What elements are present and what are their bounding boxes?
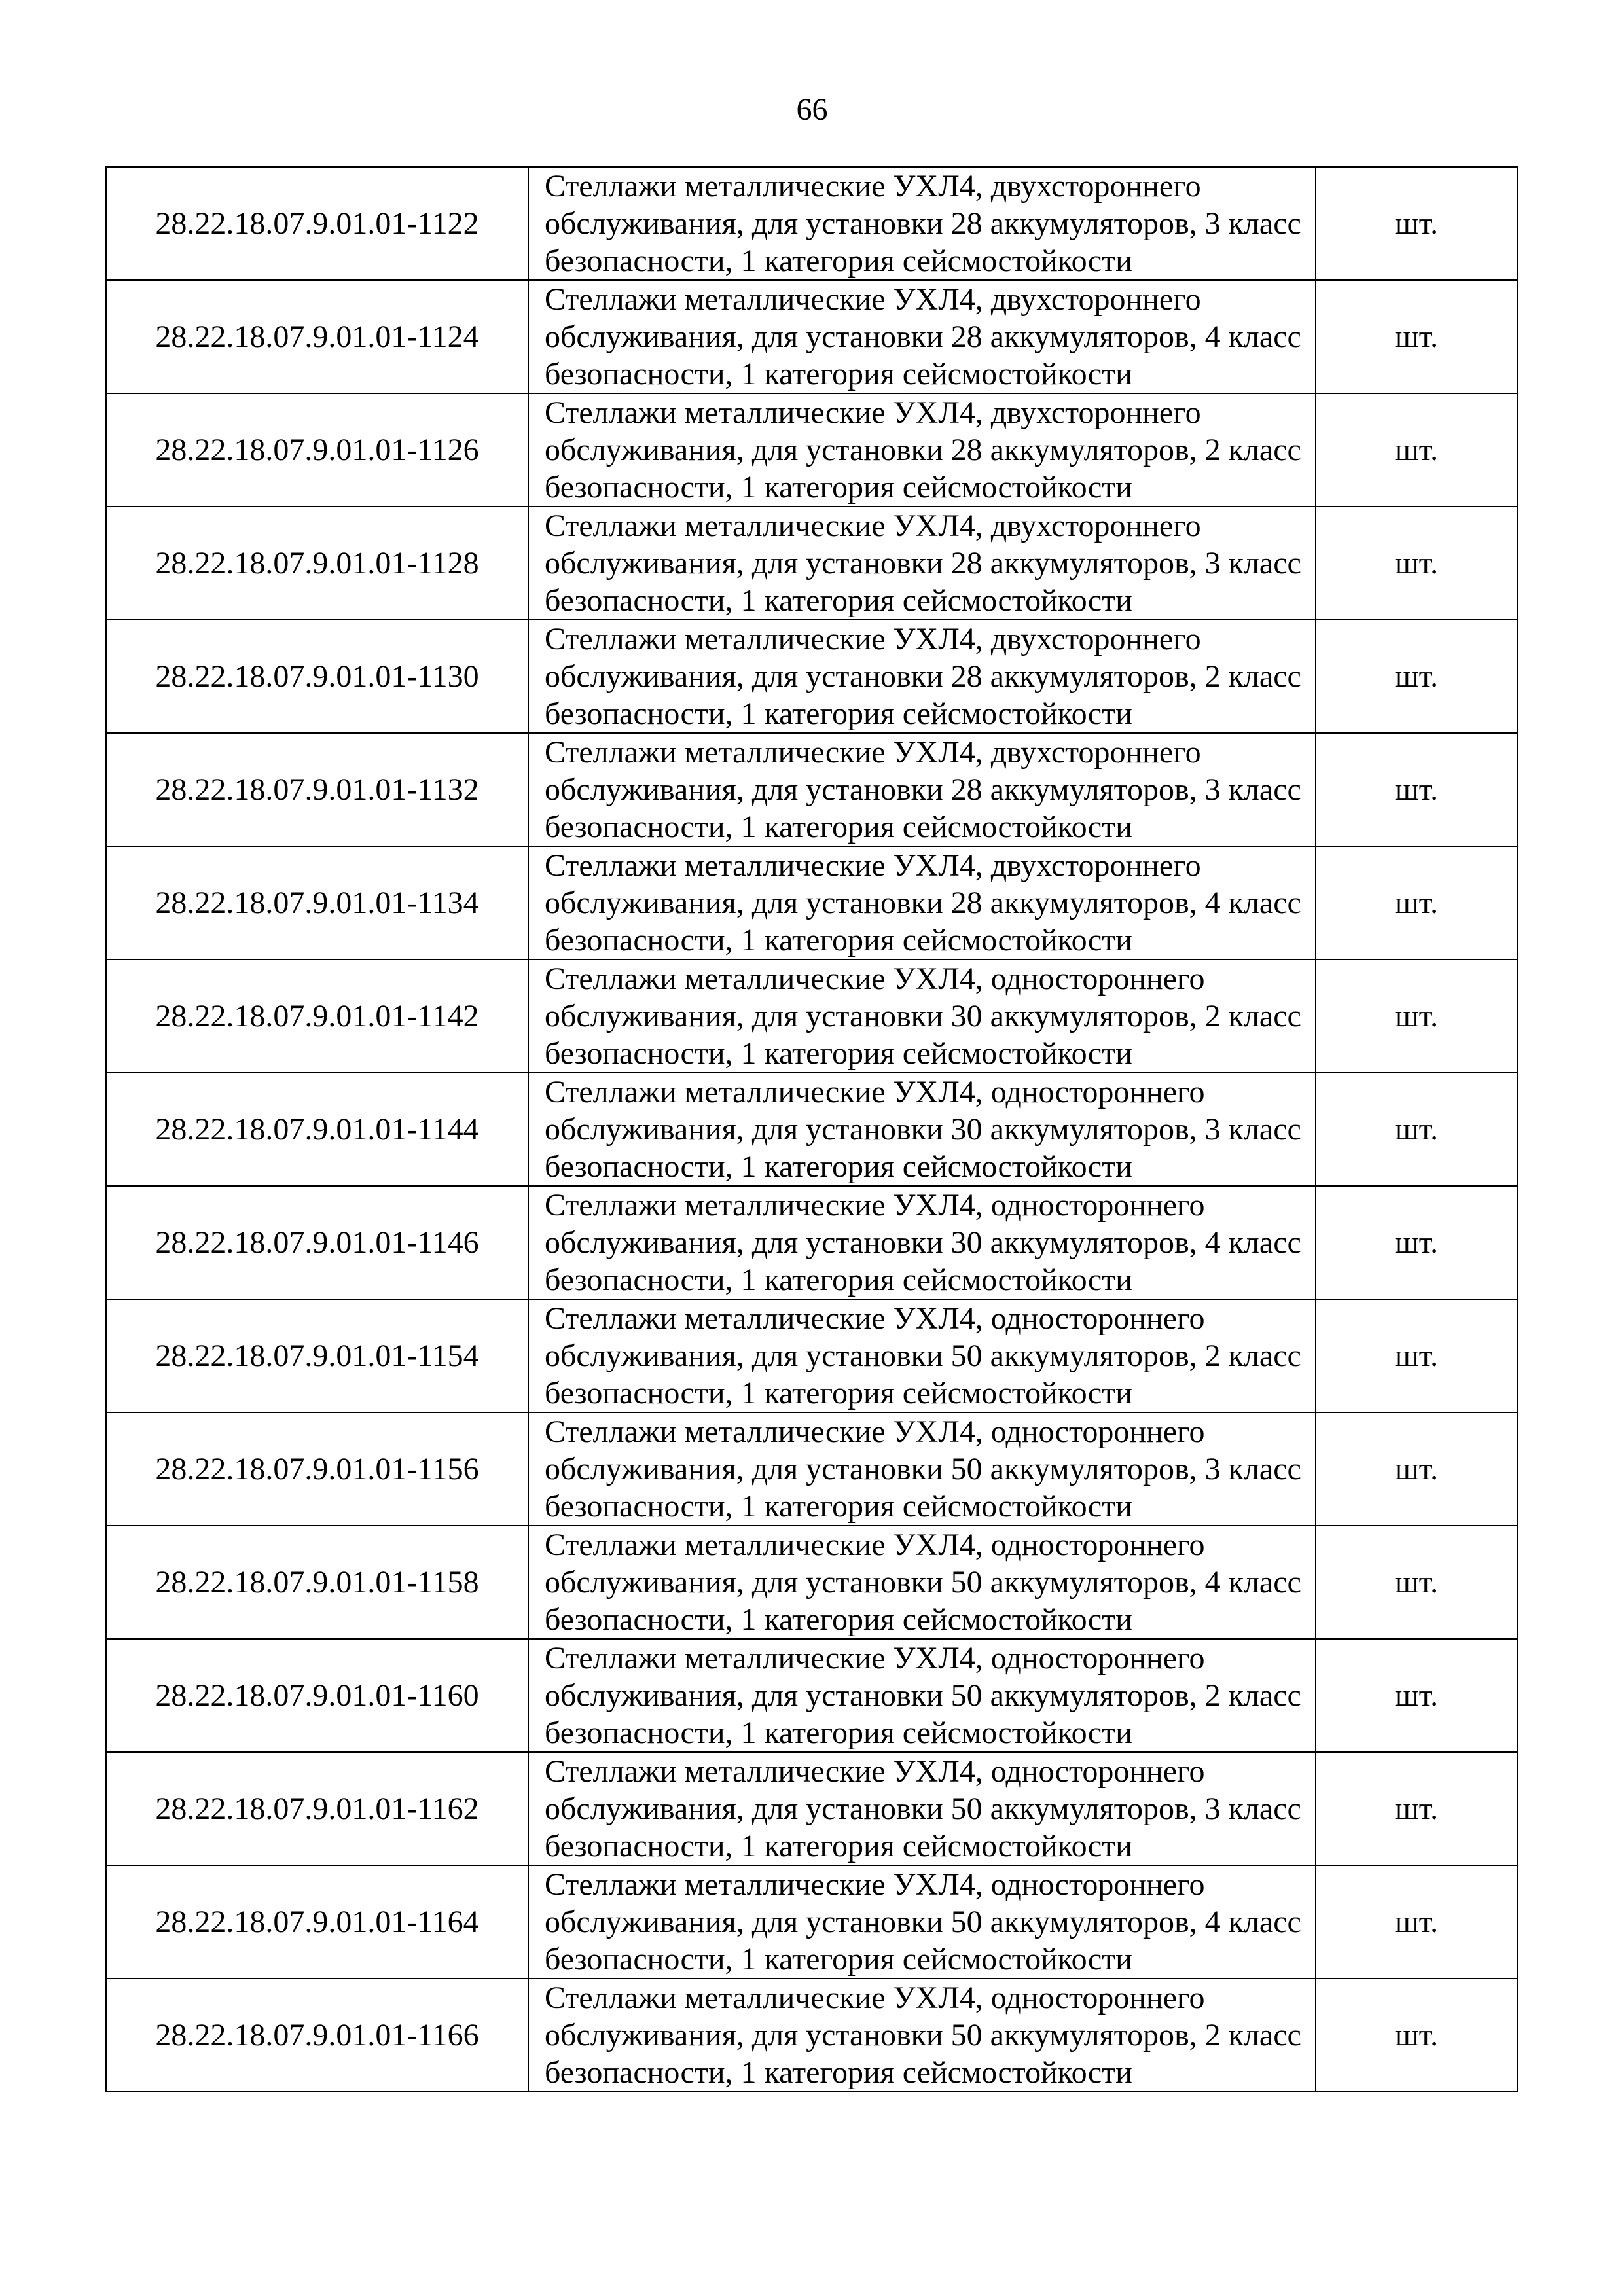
table-row xyxy=(106,1979,1517,2092)
unit-cell: шт. xyxy=(1316,733,1517,846)
table-row xyxy=(106,620,1517,733)
resource-code-cell: 28.22.18.07.9.01.01-1162 xyxy=(106,1752,528,1865)
resource-description-cell: Стеллажи металлические УХЛ4, одностороннего обслуживания, для установки 50 аккумуляторов, 3 класс безопасности, 1 категория сейсмостойкости xyxy=(528,1412,1316,1526)
table-row xyxy=(106,1639,1517,1752)
resource-code-cell: 28.22.18.07.9.01.01-1158 xyxy=(106,1526,528,1639)
table-row xyxy=(106,1073,1517,1186)
unit-cell: шт. xyxy=(1316,393,1517,507)
table-row xyxy=(106,960,1517,1073)
resource-code-cell: 28.22.18.07.9.01.01-1142 xyxy=(106,960,528,1073)
resource-description-cell: Стеллажи металлические УХЛ4, двухстороннего обслуживания, для установки 28 аккумуляторов, 2 класс безопасности, 1 категория сейсмостойкости xyxy=(528,620,1316,733)
resource-code-cell: 28.22.18.07.9.01.01-1132 xyxy=(106,733,528,846)
resource-code-cell: 28.22.18.07.9.01.01-1156 xyxy=(106,1412,528,1526)
table-row xyxy=(106,1526,1517,1639)
resource-description-cell: Стеллажи металлические УХЛ4, одностороннего обслуживания, для установки 50 аккумуляторов, 4 класс безопасности, 1 категория сейсмостойкости xyxy=(528,1865,1316,1979)
resource-description-cell: Стеллажи металлические УХЛ4, двухстороннего обслуживания, для установки 28 аккумуляторов, 2 класс безопасности, 1 категория сейсмостойкости xyxy=(528,393,1316,507)
table-row xyxy=(106,733,1517,846)
resource-description-cell: Стеллажи металлические УХЛ4, двухстороннего обслуживания, для установки 28 аккумуляторов, 3 класс безопасности, 1 категория сейсмостойкости xyxy=(528,733,1316,846)
resource-description-cell: Стеллажи металлические УХЛ4, одностороннего обслуживания, для установки 30 аккумуляторов, 3 класс безопасности, 1 категория сейсмостойкости xyxy=(528,1073,1316,1186)
unit-cell: шт. xyxy=(1316,1639,1517,1752)
resource-code-cell: 28.22.18.07.9.01.01-1160 xyxy=(106,1639,528,1752)
resource-description-cell: Стеллажи металлические УХЛ4, двухстороннего обслуживания, для установки 28 аккумуляторов, 3 класс безопасности, 1 категория сейсмостойкости xyxy=(528,167,1316,280)
unit-cell: шт. xyxy=(1316,1073,1517,1186)
table-row xyxy=(106,1865,1517,1979)
unit-cell: шт. xyxy=(1316,620,1517,733)
resource-code-cell: 28.22.18.07.9.01.01-1144 xyxy=(106,1073,528,1186)
table-row xyxy=(106,1186,1517,1299)
resource-code-cell: 28.22.18.07.9.01.01-1166 xyxy=(106,1979,528,2092)
unit-cell: шт. xyxy=(1316,960,1517,1073)
resource-code-cell: 28.22.18.07.9.01.01-1124 xyxy=(106,280,528,393)
resource-description-cell: Стеллажи металлические УХЛ4, одностороннего обслуживания, для установки 30 аккумуляторов, 2 класс безопасности, 1 категория сейсмостойкости xyxy=(528,960,1316,1073)
unit-cell: шт. xyxy=(1316,1299,1517,1412)
table-row xyxy=(106,393,1517,507)
table-row xyxy=(106,1412,1517,1526)
resource-code-cell: 28.22.18.07.9.01.01-1122 xyxy=(106,167,528,280)
resource-code-cell: 28.22.18.07.9.01.01-1130 xyxy=(106,620,528,733)
unit-cell: шт. xyxy=(1316,846,1517,960)
table-row xyxy=(106,846,1517,960)
unit-cell: шт. xyxy=(1316,1979,1517,2092)
resource-description-cell: Стеллажи металлические УХЛ4, двухстороннего обслуживания, для установки 28 аккумуляторов, 4 класс безопасности, 1 категория сейсмостойкости xyxy=(528,280,1316,393)
unit-cell: шт. xyxy=(1316,1752,1517,1865)
resource-code-cell: 28.22.18.07.9.01.01-1154 xyxy=(106,1299,528,1412)
resource-description-cell: Стеллажи металлические УХЛ4, одностороннего обслуживания, для установки 30 аккумуляторов, 4 класс безопасности, 1 категория сейсмостойкости xyxy=(528,1186,1316,1299)
resource-table xyxy=(105,166,1518,2092)
resource-code-cell: 28.22.18.07.9.01.01-1146 xyxy=(106,1186,528,1299)
unit-cell: шт. xyxy=(1316,1865,1517,1979)
resource-description-cell: Стеллажи металлические УХЛ4, двухстороннего обслуживания, для установки 28 аккумуляторов, 3 класс безопасности, 1 категория сейсмостойкости xyxy=(528,507,1316,620)
table-row xyxy=(106,1299,1517,1412)
resource-code-cell: 28.22.18.07.9.01.01-1134 xyxy=(106,846,528,960)
unit-cell: шт. xyxy=(1316,507,1517,620)
page-number: 66 xyxy=(796,92,828,127)
unit-cell: шт. xyxy=(1316,1186,1517,1299)
unit-cell: шт. xyxy=(1316,1412,1517,1526)
table-row xyxy=(106,507,1517,620)
resource-code-cell: 28.22.18.07.9.01.01-1164 xyxy=(106,1865,528,1979)
resource-code-cell: 28.22.18.07.9.01.01-1128 xyxy=(106,507,528,620)
resource-description-cell: Стеллажи металлические УХЛ4, одностороннего обслуживания, для установки 50 аккумуляторов, 2 класс безопасности, 1 категория сейсмостойкости xyxy=(528,1979,1316,2092)
unit-cell: шт. xyxy=(1316,280,1517,393)
resource-description-cell: Стеллажи металлические УХЛ4, двухстороннего обслуживания, для установки 28 аккумуляторов, 4 класс безопасности, 1 категория сейсмостойкости xyxy=(528,846,1316,960)
resource-code-cell: 28.22.18.07.9.01.01-1126 xyxy=(106,393,528,507)
resource-description-cell: Стеллажи металлические УХЛ4, одностороннего обслуживания, для установки 50 аккумуляторов, 3 класс безопасности, 1 категория сейсмостойкости xyxy=(528,1752,1316,1865)
resource-description-cell: Стеллажи металлические УХЛ4, одностороннего обслуживания, для установки 50 аккумуляторов, 2 класс безопасности, 1 категория сейсмостойкости xyxy=(528,1299,1316,1412)
unit-cell: шт. xyxy=(1316,1526,1517,1639)
table-row xyxy=(106,280,1517,393)
unit-cell: шт. xyxy=(1316,167,1517,280)
resource-description-cell: Стеллажи металлические УХЛ4, одностороннего обслуживания, для установки 50 аккумуляторов, 4 класс безопасности, 1 категория сейсмостойкости xyxy=(528,1526,1316,1639)
table-row xyxy=(106,167,1517,280)
table-row xyxy=(106,1752,1517,1865)
resource-description-cell: Стеллажи металлические УХЛ4, одностороннего обслуживания, для установки 50 аккумуляторов, 2 класс безопасности, 1 категория сейсмостойкости xyxy=(528,1639,1316,1752)
